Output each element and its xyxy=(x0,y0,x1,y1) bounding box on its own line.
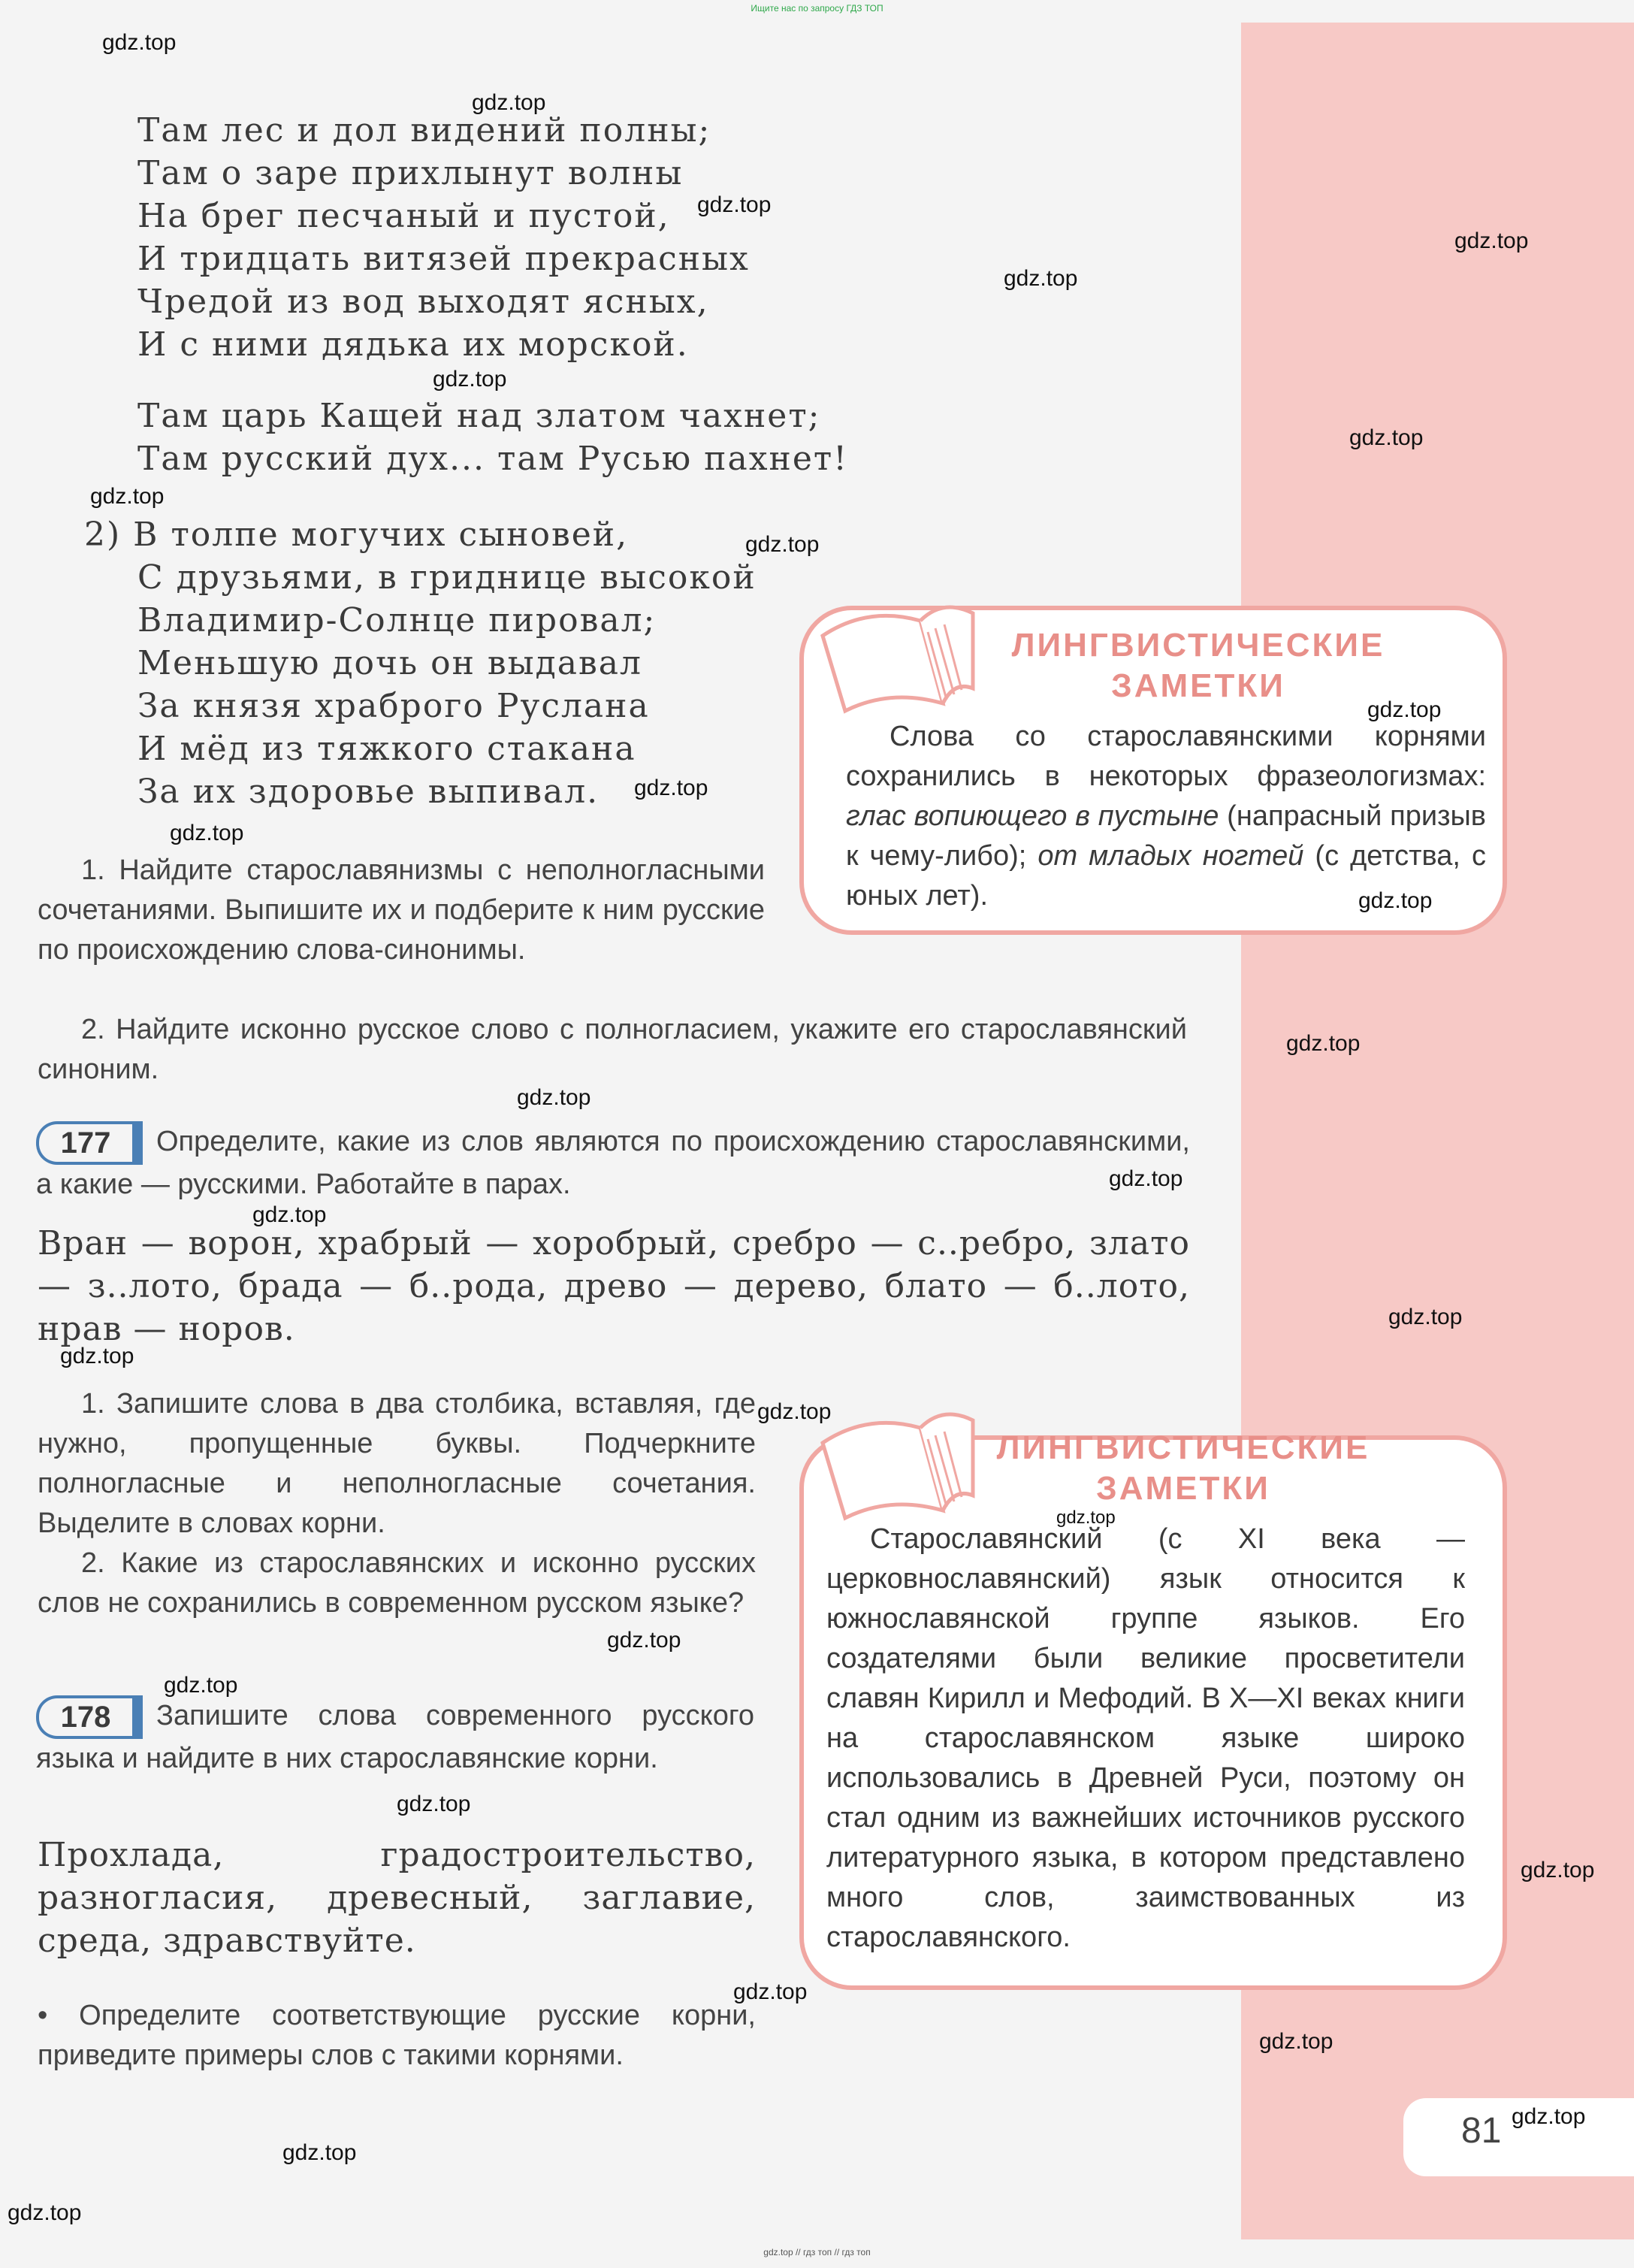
watermark: gdz.top xyxy=(1349,425,1424,450)
exercise-number-badge: 178 xyxy=(36,1695,143,1739)
poem-line: Там царь Кащей над златом чахнет; xyxy=(137,397,821,435)
poem-line: Там лес и дол видений полны; xyxy=(137,111,711,150)
exercise-number-badge: 177 xyxy=(36,1121,143,1165)
poem-line: 2) В толпе могучих сыновей, xyxy=(84,516,629,554)
watermark: gdz.top xyxy=(517,1085,591,1110)
watermark: gdz.top xyxy=(1056,1507,1116,1528)
note-2-body: Старославянский (с XI века — церковнославянский) язык относится к южнославянской группе языков. Его создателями были великие просветители славян Кирилл и Мефодий. В X—XI веках книги на старославянском языке широко использовались в Древней Руси, поэтому он стал одним из важнейших источников русского литературного языка, в котором представлено много слов, заимствованных из старославянского. xyxy=(826,1523,1466,1953)
exercise-177 xyxy=(36,1121,1190,1205)
watermark: gdz.top xyxy=(1454,228,1529,253)
watermark: gdz.top xyxy=(1512,2104,1586,2129)
watermark: gdz.top xyxy=(90,484,165,509)
watermark: gdz.top xyxy=(607,1628,681,1653)
poem-line: За князя храброго Руслана xyxy=(137,687,650,725)
watermark: gdz.top xyxy=(472,90,546,115)
note-2-title: ЛИНГВИСТИЧЕСКИЕ ЗАМЕТКИ xyxy=(996,1429,1370,1507)
poem-line: И тридцать витязей прекрасных xyxy=(137,240,750,278)
exercise-178-text: Запишите слова современного русского языка и найдите в них старославянские корни. xyxy=(36,1700,754,1774)
watermark: gdz.top xyxy=(282,2140,357,2165)
watermark: gdz.top xyxy=(170,821,244,845)
poem-line: С друзьями, в гриднице высокой xyxy=(137,558,757,597)
poem-line: И с ними дядька их морской. xyxy=(137,325,689,364)
poem-line: За их здоровье выпивал. xyxy=(137,773,600,811)
exercise-177-q1: 1. Запишите слова в два столбика, вставляя, где нужно, пропущенные буквы. Подчеркните полногласные и неполногласные сочетания. Выделите в словах корни. xyxy=(38,1388,756,1539)
exercise-178 xyxy=(36,1695,754,1779)
note-1-body: Слова со старославянскими корнями сохранились в некоторых фразеологизмах: глас вопиющего в пустыне (напрасный призыв к чему-либо); от младых ногтей (с детства, с юных лет). xyxy=(846,721,1486,912)
exercise-177-text: Определите, какие из слов являются по происхождению старославянскими, а какие — русскими. Работайте в парах. xyxy=(36,1126,1190,1200)
watermark: gdz.top xyxy=(252,1202,327,1227)
poem-line: Там о заре прихлынут волны xyxy=(137,154,684,192)
watermark: gdz.top xyxy=(697,192,772,217)
poem-stanza-1b xyxy=(137,397,848,482)
watermark: gdz.top xyxy=(433,367,507,392)
watermark: gdz.top xyxy=(397,1792,471,1816)
exercise-178-bullet: • Определите соответствующие русские корни, приведите примеры слов с такими корнями. xyxy=(38,2000,756,2071)
task-176-q1: 1. Найдите старославянизмы с неполногласными сочетаниями. Выпишите их и подберите к ним русские по происхождению слова-синонимы. xyxy=(38,854,765,966)
poem-line: На брег песчаный и пустой, xyxy=(137,197,670,235)
poem-line: Там русский дух... там Русью пахнет! xyxy=(137,440,848,478)
watermark: gdz.top xyxy=(164,1673,238,1698)
note-1-title: ЛИНГВИСТИЧЕСКИЕ ЗАМЕТКИ xyxy=(1011,627,1385,704)
exercise-178-words: Прохлада, градостроительство, разногласия, древесный, заглавие, среда, здравствуйте. xyxy=(38,1836,756,1960)
exercise-177-words: Вран — ворон, храбрый — хоробрый, сребро — с..ребро, злато — з..лото, брада — б..рода, древо — дерево, блато — б..лото, нрав — норов. xyxy=(38,1224,1190,1348)
watermark: gdz.top xyxy=(8,2200,82,2225)
watermark: gdz.top xyxy=(1388,1305,1463,1329)
poem-line: Меньшую дочь он выдавал xyxy=(137,644,642,682)
poem-stanza-1 xyxy=(137,111,750,368)
bottom-banner: gdz.top // гдз топ // гдз топ xyxy=(763,2247,871,2257)
poem-line: Чредой из вод выходят ясных, xyxy=(137,283,709,321)
watermark: gdz.top xyxy=(60,1344,134,1368)
watermark: gdz.top xyxy=(1367,697,1442,722)
open-book-icon xyxy=(815,1398,980,1526)
poem-line: И мёд из тяжкого стакана xyxy=(137,730,636,768)
phraseologism: глас вопиющего в пустыне xyxy=(846,800,1219,832)
watermark: gdz.top xyxy=(102,30,177,55)
poem-stanza-2 xyxy=(84,516,757,815)
poem-line: Владимир-Солнце пировал; xyxy=(137,601,657,640)
watermark: gdz.top xyxy=(757,1399,832,1424)
watermark: gdz.top xyxy=(1259,2029,1333,2054)
watermark: gdz.top xyxy=(1109,1166,1183,1191)
watermark: gdz.top xyxy=(745,532,820,557)
watermark: gdz.top xyxy=(1004,266,1078,291)
open-book-icon xyxy=(815,591,980,718)
page-number: 81 xyxy=(1461,2111,1502,2151)
watermark: gdz.top xyxy=(1358,888,1433,913)
watermark: gdz.top xyxy=(733,1979,808,2004)
watermark: gdz.top xyxy=(1521,1858,1595,1882)
task-176-q2: 2. Найдите исконно русское слово с полногласием, укажите его старославянский синоним. xyxy=(38,1014,1187,1085)
watermark: gdz.top xyxy=(1286,1031,1361,1056)
top-banner: Ищите нас по запросу ГДЗ ТОП xyxy=(751,3,883,14)
phraseologism: от младых ногтей xyxy=(1037,840,1304,872)
watermark: gdz.top xyxy=(634,776,708,800)
exercise-177-q2: 2. Какие из старославянских и исконно русских слов не сохранились в современном русском языке? xyxy=(38,1547,756,1619)
